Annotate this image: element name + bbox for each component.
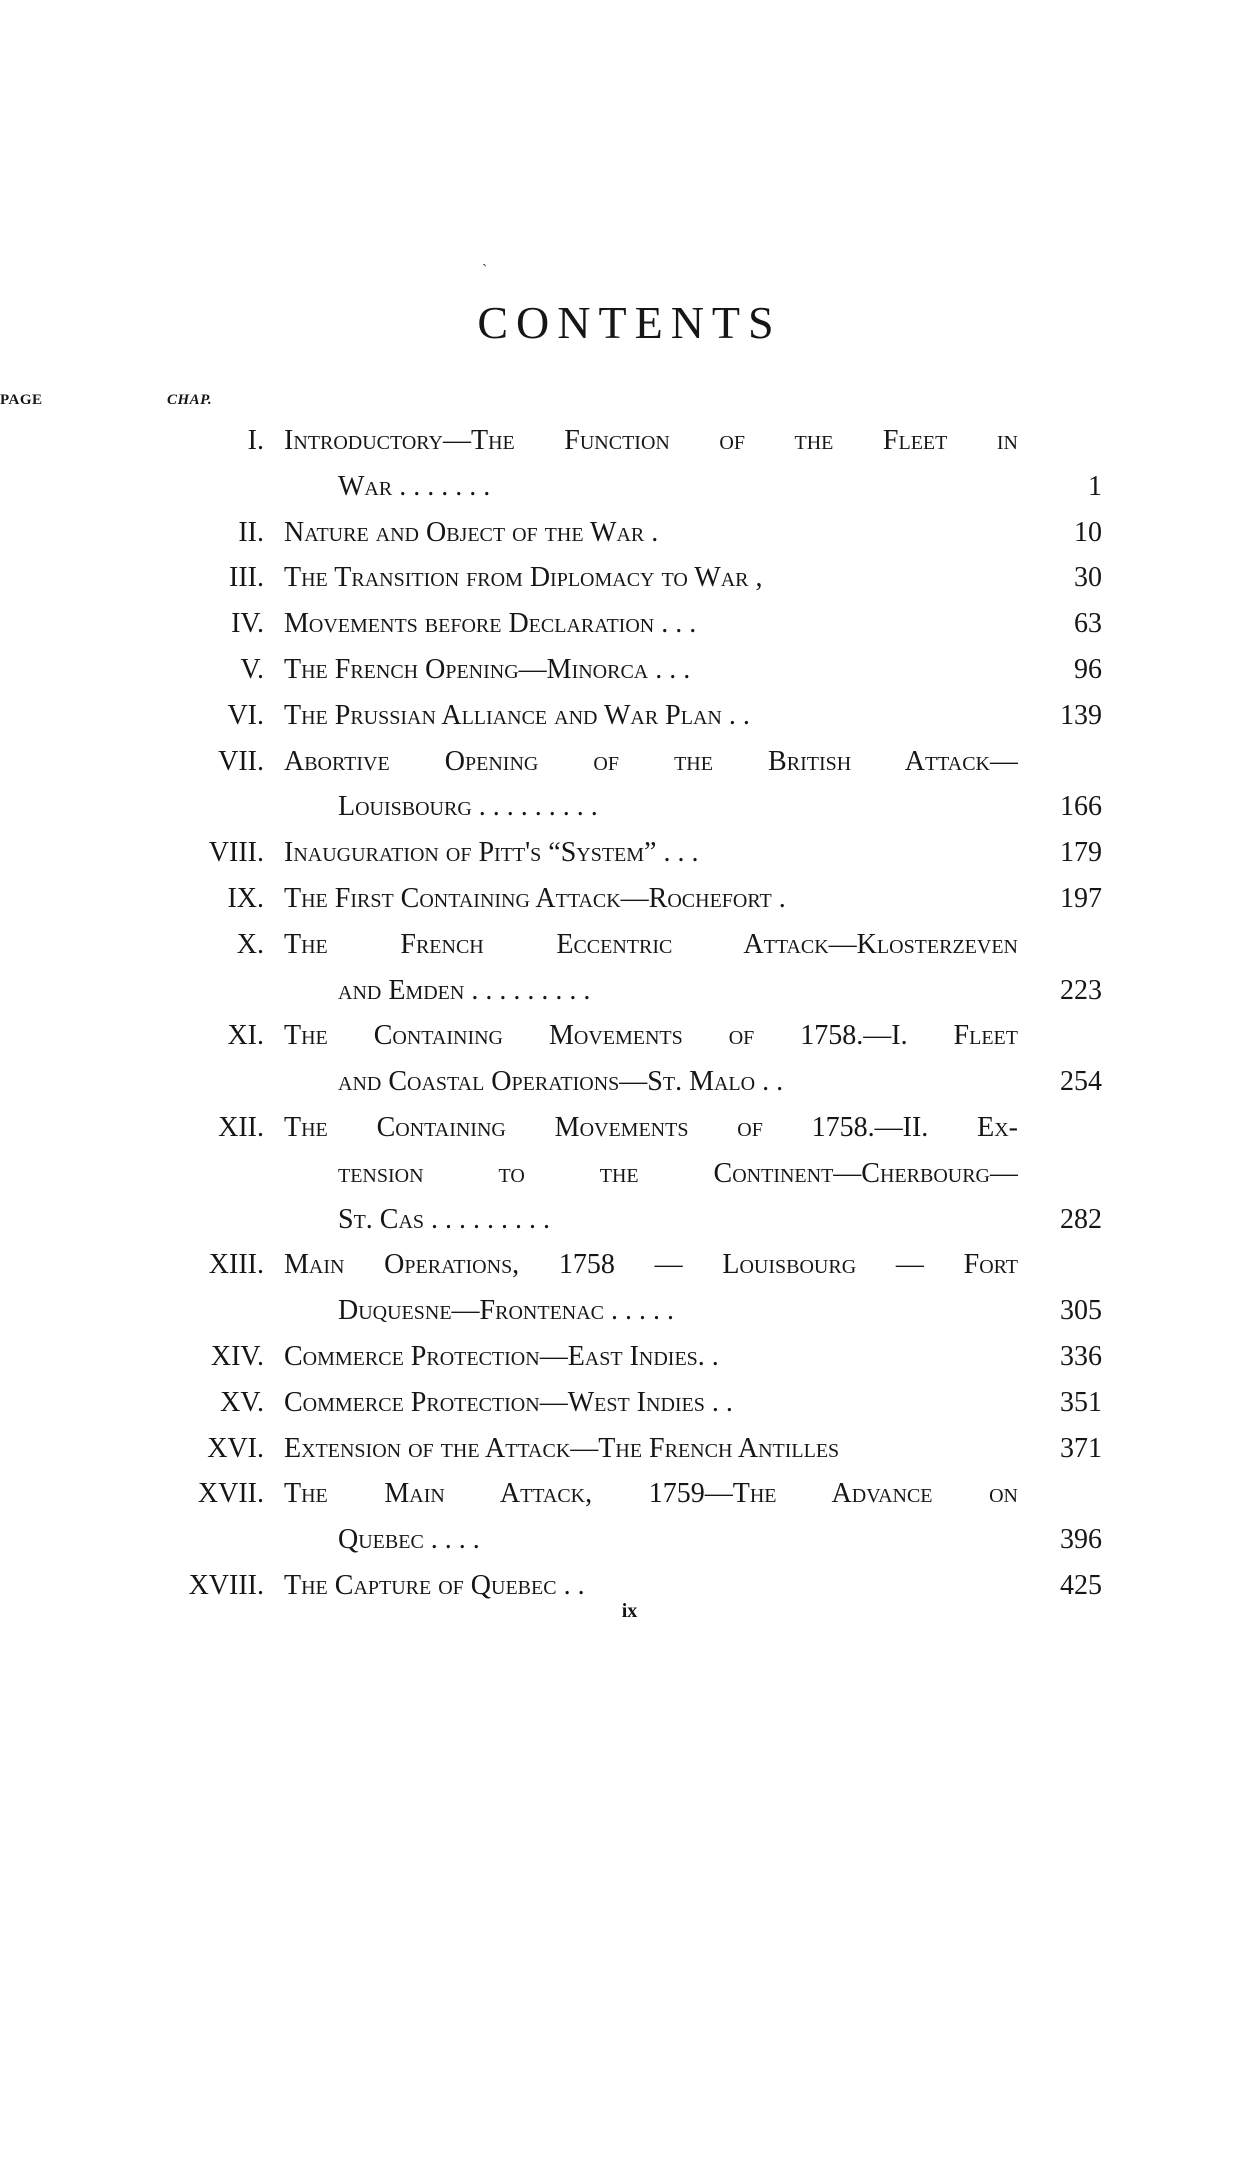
contents-list	[0, 418, 1259, 1609]
chapter-number: XIII.	[208, 1249, 264, 1281]
chapter-number: III.	[229, 562, 264, 594]
toc-line	[0, 922, 1259, 968]
toc-line	[0, 1197, 1259, 1243]
toc-line	[0, 1380, 1259, 1426]
chapter-number: XV.	[220, 1386, 264, 1418]
chapter-title: The Capture of Quebec . .	[284, 1569, 585, 1601]
page-number: 336	[1060, 1340, 1102, 1372]
chapter-title: War . . . . . . .	[338, 470, 491, 502]
toc-line	[0, 1426, 1259, 1472]
chapter-title: and Coastal Operations—St. Malo . .	[338, 1066, 784, 1098]
page-number: 282	[1060, 1203, 1102, 1235]
page-number: 223	[1060, 974, 1102, 1006]
toc-line	[0, 510, 1259, 556]
chapter-title: Nature and Object of the War .	[284, 516, 659, 548]
chapter-title: and Emden . . . . . . . . .	[338, 974, 591, 1006]
chapter-number: IV.	[231, 608, 264, 640]
toc-entry	[0, 555, 1259, 601]
chapter-title: The Containing Movements of 1758.—II. Ex-	[284, 1111, 1018, 1143]
chapter-title: The Prussian Alliance and War Plan . .	[284, 699, 750, 731]
toc-line	[0, 1242, 1259, 1288]
chapter-title: Movements before Declaration . . .	[284, 608, 697, 640]
page-number: 351	[1060, 1386, 1102, 1418]
toc-line	[0, 739, 1259, 785]
chapter-number: XVII.	[197, 1478, 264, 1510]
chapter-title: The Main Attack, 1759—The Advance on	[284, 1478, 1018, 1510]
toc-entry	[0, 601, 1259, 647]
page-number: 179	[1060, 837, 1102, 869]
toc-entry	[0, 830, 1259, 876]
toc-line	[0, 1288, 1259, 1334]
chapter-number: X.	[236, 928, 264, 960]
toc-entry	[0, 876, 1259, 922]
chapter-title: Inauguration of Pitt's “System” . . .	[284, 837, 699, 869]
chapter-title: Abortive Opening of the British Attack—	[284, 745, 1018, 777]
page-number: 63	[1074, 608, 1102, 640]
toc-line	[0, 601, 1259, 647]
toc-entry	[0, 693, 1259, 739]
chapter-title: The French Opening—Minorca . . .	[284, 653, 691, 685]
chapter-title: The First Containing Attack—Rochefort .	[284, 882, 786, 914]
toc-line	[0, 968, 1259, 1014]
toc-entry	[0, 1380, 1259, 1426]
toc-line	[0, 876, 1259, 922]
toc-line	[0, 1013, 1259, 1059]
toc-entry	[0, 647, 1259, 693]
chapter-number: XVIII.	[188, 1569, 264, 1601]
page-number: 197	[1060, 882, 1102, 914]
chapter-number: VI.	[227, 699, 264, 731]
chapter-title: Extension of the Attack—The French Antilles	[284, 1432, 840, 1464]
page-number: 166	[1060, 791, 1102, 823]
page-number: 139	[1060, 699, 1102, 731]
chapter-number: XVI.	[207, 1432, 264, 1464]
toc-entry	[0, 1242, 1259, 1334]
toc-line	[0, 1059, 1259, 1105]
toc-entry	[0, 922, 1259, 1014]
chapter-title: Main Operations, 1758 — Louisbourg — Fort	[284, 1249, 1018, 1281]
chapter-number: II.	[238, 516, 264, 548]
page-number: 396	[1060, 1524, 1102, 1556]
toc-line	[0, 1151, 1259, 1197]
chapter-number: IX.	[227, 882, 264, 914]
page-number: 1	[1088, 470, 1102, 502]
chapter-number: XIV.	[210, 1340, 264, 1372]
stray-mark: `	[482, 262, 488, 279]
toc-entry	[0, 1334, 1259, 1380]
toc-entry	[0, 1013, 1259, 1105]
page-number: 10	[1074, 516, 1102, 548]
toc-line	[0, 418, 1259, 464]
chapter-title: Commerce Protection—West Indies . .	[284, 1386, 733, 1418]
toc-line	[0, 1334, 1259, 1380]
toc-entry	[0, 1471, 1259, 1563]
toc-line	[0, 555, 1259, 601]
chapter-number: VII.	[218, 745, 264, 777]
page-title: CONTENTS	[477, 297, 782, 348]
chapter-number: XII.	[218, 1111, 264, 1143]
toc-entry	[0, 1426, 1259, 1472]
toc-entry	[0, 739, 1259, 831]
toc-line	[0, 464, 1259, 510]
chapter-title: Duquesne—Frontenac . . . . .	[338, 1295, 675, 1327]
toc-line	[0, 830, 1259, 876]
chapter-number: I.	[247, 425, 264, 456]
chapter-number: V.	[240, 653, 264, 685]
chapter-number: XI.	[227, 1020, 264, 1052]
page-number: 96	[1074, 653, 1102, 685]
page-number: 30	[1074, 562, 1102, 594]
chapter-title: The Transition from Diplomacy to War ,	[284, 562, 763, 594]
chapter-title: Commerce Protection—East Indies. .	[284, 1340, 719, 1372]
chapter-title: Louisbourg . . . . . . . . .	[338, 791, 598, 823]
toc-line	[0, 784, 1259, 830]
toc-line	[0, 647, 1259, 693]
chapter-title: The Containing Movements of 1758.—I. Fleet	[284, 1020, 1018, 1052]
chapter-title: tension to the Continent—Cherbourg—	[338, 1157, 1018, 1189]
chapter-number: VIII.	[208, 837, 264, 869]
toc-entry	[0, 510, 1259, 556]
toc-line	[0, 693, 1259, 739]
page-number: 425	[1060, 1569, 1102, 1601]
toc-line	[0, 1471, 1259, 1517]
toc-line	[0, 1517, 1259, 1563]
toc-line	[0, 1105, 1259, 1151]
page-number: 305	[1060, 1295, 1102, 1327]
chap-column-header: CHAP.	[167, 392, 213, 408]
chapter-title: St. Cas . . . . . . . . .	[338, 1203, 551, 1235]
chapter-title: Quebec . . . .	[338, 1524, 480, 1556]
page-number: 254	[1060, 1066, 1102, 1098]
page-folio: ix	[621, 1600, 638, 1622]
page-number: 371	[1060, 1432, 1102, 1464]
page-column-header: PAGE	[0, 392, 43, 408]
toc-entry	[0, 1105, 1259, 1242]
chapter-title: The French Eccentric Attack—Klosterzeven	[284, 928, 1018, 960]
toc-entry	[0, 418, 1259, 510]
chapter-title: Introductory—The Function of the Fleet in	[284, 425, 1018, 456]
